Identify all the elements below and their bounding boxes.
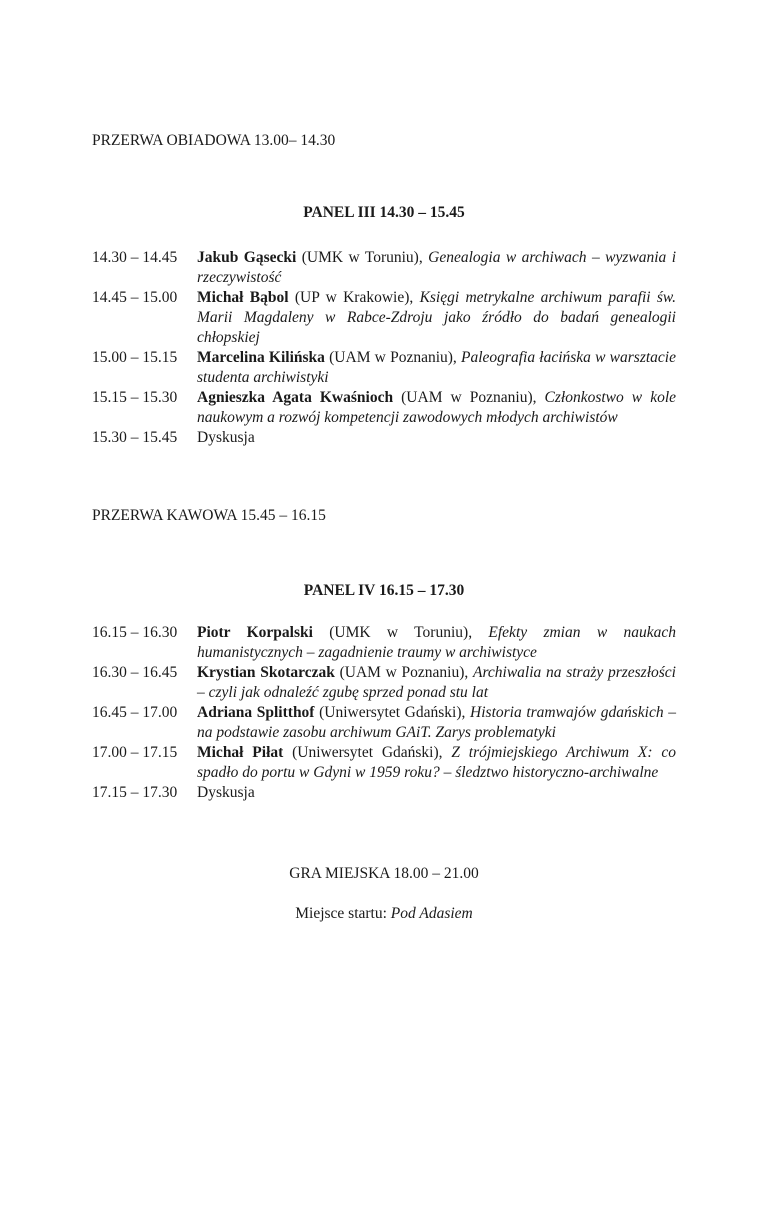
discussion-label: Dyskusja — [197, 784, 255, 801]
talk-description — [197, 288, 676, 348]
speaker-name: Adriana Splitthof — [197, 704, 315, 721]
schedule-row — [92, 663, 676, 703]
time-range: 14.45 – 15.00 — [92, 289, 178, 306]
start-place: Pod Adasiem — [390, 905, 473, 922]
schedule-row — [92, 388, 676, 428]
affiliation-text: (Uniwersytet Gdański), — [283, 744, 452, 761]
talk-title: Paleografia łacińska w warsztacie studenta archiwistyki — [197, 349, 676, 386]
talk-title: Historia tramwajów gdańskich – na podstawie zasobu archiwum GAiT. Zarys problematyki — [197, 704, 676, 741]
affiliation-text: (UAM w Poznaniu), — [324, 349, 462, 366]
talk-description — [197, 348, 676, 388]
schedule-row — [92, 783, 676, 803]
affiliation-text: (UMK w Toruniu), — [312, 624, 489, 641]
speaker-name: Piotr Korpalski — [197, 624, 313, 641]
talk-description — [197, 428, 676, 448]
time-range: 16.15 – 16.30 — [92, 624, 178, 641]
city-game-heading: GRA MIEJSKA 18.00 – 21.00 — [289, 865, 479, 882]
schedule-row — [92, 703, 676, 743]
schedule-row — [92, 248, 676, 288]
coffee-break-heading: PRZERWA KAWOWA 15.45 – 16.15 — [92, 507, 326, 524]
lunch-break-heading: PRZERWA OBIADOWA 13.00– 14.30 — [92, 132, 336, 149]
talk-description — [197, 248, 676, 288]
schedule-row — [92, 428, 676, 448]
talk-description — [197, 388, 676, 428]
time-range: 14.30 – 14.45 — [92, 249, 178, 266]
time-range: 17.15 – 17.30 — [92, 784, 178, 801]
city-game-start-line — [92, 904, 676, 924]
talk-title: Członkostwo w kole naukowym a rozwój kompetencji zawodowych młodych archiwistów — [197, 389, 677, 426]
talk-description — [197, 743, 676, 783]
talk-description — [197, 703, 676, 743]
panel-3-schedule — [92, 248, 676, 448]
time-range: 15.30 – 15.45 — [92, 429, 178, 446]
time-range: 16.30 – 16.45 — [92, 664, 178, 681]
speaker-name: Michał Piłat — [197, 744, 284, 761]
affiliation-text: (UAM w Poznaniu), — [393, 389, 545, 406]
talk-title: Archiwalia na straży przeszłości – czyli jak odnaleźć zgubę sprzed ponad stu lat — [197, 664, 676, 701]
speaker-name: Agnieszka Agata Kwaśnioch — [197, 389, 394, 406]
speaker-name: Krystian Skotarczak — [197, 664, 335, 681]
panel-3-title: PANEL III 14.30 – 15.45 — [303, 204, 465, 221]
talk-title: Efekty zmian w naukach humanistycznych – zagadnienie traumy w archiwistyce — [197, 624, 676, 661]
panel-4-schedule — [92, 623, 676, 803]
program-page — [0, 131, 768, 1217]
time-range: 15.00 – 15.15 — [92, 349, 178, 366]
discussion-label: Dyskusja — [197, 429, 255, 446]
talk-title: Z trójmiejskiego Archiwum X: co spadło do portu w Gdyni w 1959 roku? – śledztwo historyczno-archiwalne — [197, 744, 676, 781]
affiliation-text: (UAM w Poznaniu), — [334, 664, 473, 681]
affiliation-text: (UP w Krakowie), — [288, 289, 420, 306]
panel-4-title: PANEL IV 16.15 – 17.30 — [303, 582, 465, 599]
schedule-row — [92, 288, 676, 348]
affiliation-text: (Uniwersytet Gdański), — [314, 704, 471, 721]
speaker-name: Marcelina Kilińska — [197, 349, 325, 366]
speaker-name: Michał Bąbol — [197, 289, 289, 306]
talk-description — [197, 783, 676, 803]
affiliation-text: (UMK w Toruniu), — [296, 249, 429, 266]
schedule-row — [92, 623, 676, 663]
talk-title: Księgi metrykalne archiwum parafii św. Marii Magdaleny w Rabce-Zdroju jako źródło do badań genealogii chłopskiej — [197, 289, 676, 346]
time-range: 17.00 – 17.15 — [92, 744, 178, 761]
talk-description — [197, 663, 676, 703]
start-label: Miejsce startu: — [295, 905, 391, 922]
time-range: 15.15 – 15.30 — [92, 389, 178, 406]
schedule-row — [92, 743, 676, 783]
time-range: 16.45 – 17.00 — [92, 704, 178, 721]
talk-description — [197, 623, 676, 663]
schedule-row — [92, 348, 676, 388]
talk-title: Genealogia w archiwach – wyzwania i rzeczywistość — [197, 249, 676, 286]
speaker-name: Jakub Gąsecki — [197, 249, 297, 266]
